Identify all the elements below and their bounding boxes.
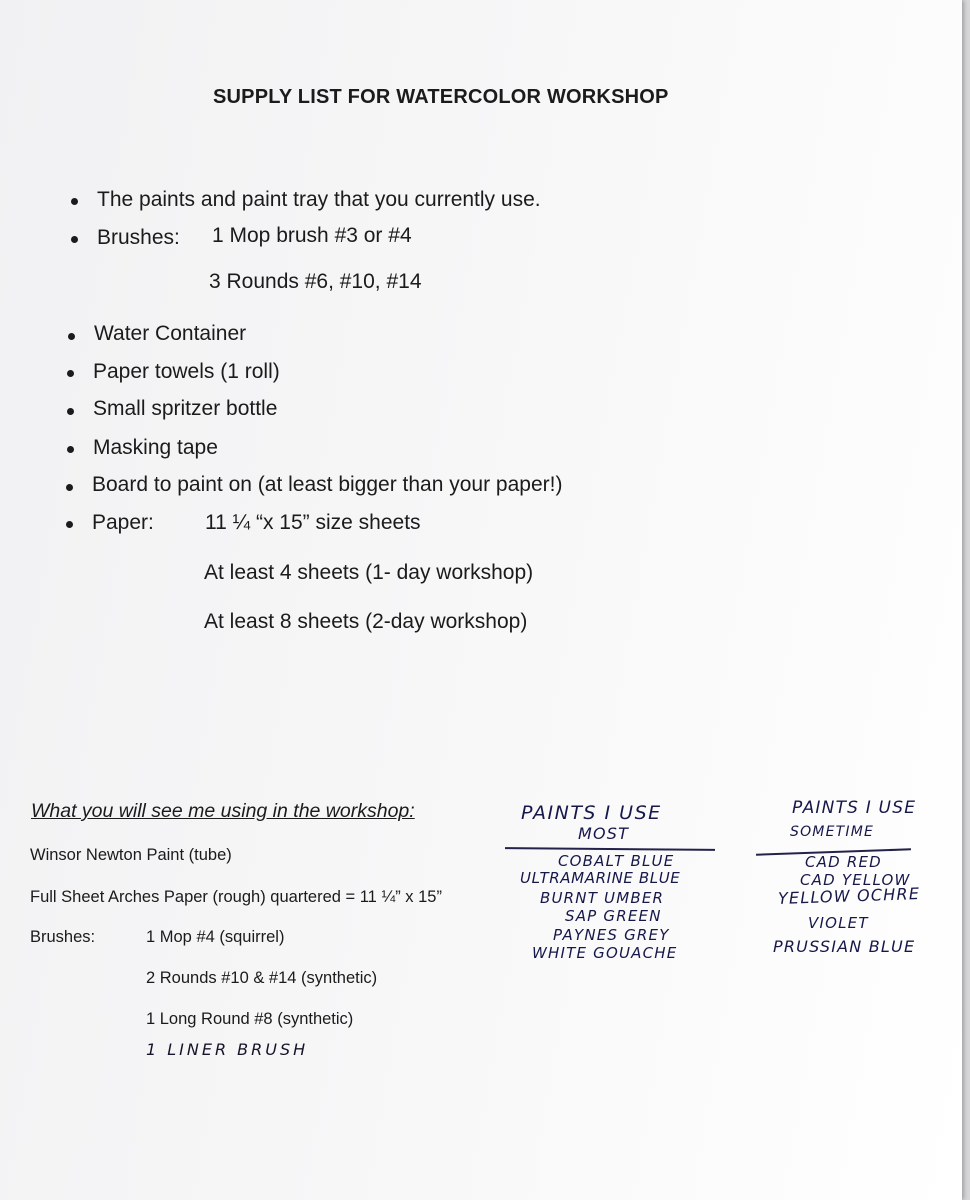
using-heading: What you will see me using in the workshop: [31,800,415,822]
handwritten-most-item: ULTRAMARINE BLUE [520,869,681,887]
list-item-paper-2day: At least 8 sheets (2-day workshop) [204,610,528,633]
handwritten-sometime-item: CAD RED [805,853,882,871]
using-brush-rounds: 2 Rounds #10 & #14 (synthetic) [146,969,378,987]
using-paper: Full Sheet Arches Paper (rough) quartered = 11 ¼” x 15” [30,888,442,906]
using-brush-mop: 1 Mop #4 (squirrel) [146,928,285,946]
handwritten-sometime-subheading: SOMETIME [790,824,875,840]
bullet-icon [67,446,74,453]
document-title: SUPPLY LIST FOR WATERCOLOR WORKSHOP [213,86,669,108]
list-item-towels: Paper towels (1 roll) [93,360,280,383]
list-item-tape: Masking tape [93,436,218,459]
handwritten-most-subheading: MOST [578,824,630,843]
bullet-icon [71,236,78,243]
list-item-spritzer: Small spritzer bottle [93,397,278,420]
handwritten-most-item: PAYNES GREY [553,926,670,944]
list-item-board: Board to paint on (at least bigger than your paper!) [92,473,563,496]
bullet-icon [71,198,78,205]
handwritten-most-item: SAP GREEN [565,907,662,925]
list-item-brushes-label: Brushes: [97,226,180,249]
handwritten-divider [505,847,715,850]
handwritten-most-item: BURNT UMBER [540,889,665,907]
bullet-icon [67,370,74,377]
bullet-icon [66,521,73,528]
list-item-paper-size: 11 ¼ “x 15” size sheets [205,511,421,534]
list-item-paints: The paints and paint tray that you currently use. [97,188,541,211]
handwritten-most-heading: PAINTS I USE [521,802,662,824]
list-item-paper-1day: At least 4 sheets (1- day workshop) [204,561,534,584]
list-item-brush-mop: 1 Mop brush #3 or #4 [212,224,412,247]
handwritten-sometime-item: VIOLET [808,914,869,932]
bullet-icon [68,333,75,340]
bullet-icon [66,484,73,491]
handwritten-sometime-item: CAD YELLOW [800,871,911,889]
using-paint: Winsor Newton Paint (tube) [30,846,232,864]
using-brushes-label: Brushes: [30,928,96,946]
using-brush-long-round: 1 Long Round #8 (synthetic) [146,1010,354,1028]
list-item-brush-rounds: 3 Rounds #6, #10, #14 [209,270,422,293]
handwritten-sometime-item: YELLOW OCHRE [777,884,921,908]
handwritten-most-item: COBALT BLUE [558,852,675,870]
list-item-paper-label: Paper: [92,511,154,534]
handwritten-sometime-heading: PAINTS I USE [792,798,917,818]
bullet-icon [67,408,74,415]
list-item-water: Water Container [94,322,247,345]
handwritten-liner-brush: 1 LINER BRUSH [146,1040,309,1059]
handwritten-sometime-item: PRUSSIAN BLUE [773,937,916,956]
handwritten-most-item: WHITE GOUACHE [532,944,678,962]
